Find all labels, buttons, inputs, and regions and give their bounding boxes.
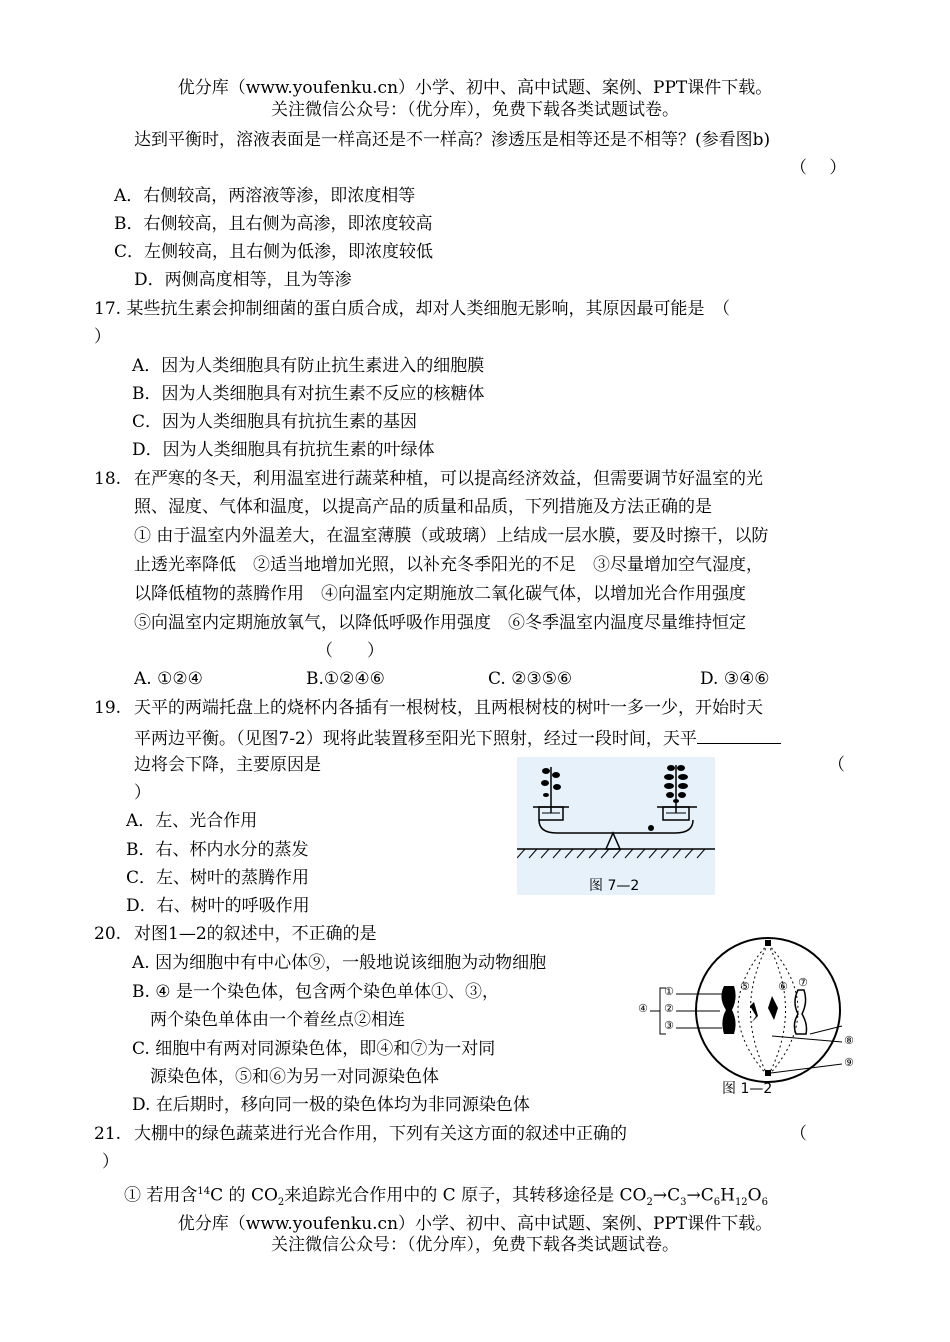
q21-item-1 bbox=[124, 1180, 768, 1215]
header-line-2: 关注微信公众号：（优分库），免费下载各类试题试卷。 bbox=[271, 100, 679, 120]
q20-option-a: A. 因为细胞中有中心体⑨，一般地说该细胞为动物细胞 bbox=[132, 953, 547, 973]
q18-option-c: C. ②③⑤⑥ bbox=[488, 669, 573, 689]
q21-item-1-f: H bbox=[720, 1185, 735, 1206]
q18-line-6: ⑤向温室内定期施放氧气，以降低呼吸作用强度 ⑥冬季温室内温度尽量维持恒定 bbox=[134, 613, 746, 633]
q21-item-1-sub3: 3 bbox=[680, 1197, 687, 1209]
q20-option-b-cont: 两个染色单体由一个着丝点②相连 bbox=[150, 1010, 405, 1030]
q18-paren: （ ） bbox=[316, 641, 384, 661]
q20-option-d: D. 在后期时，移向同一极的染色体均为非同源染色体 bbox=[132, 1095, 530, 1115]
figure-1-2 bbox=[638, 936, 866, 1100]
figure-7-2 bbox=[517, 757, 715, 895]
q21-item-1-e: →C bbox=[686, 1185, 714, 1206]
q18-line-5: 以降低植物的蒸腾作用 ④向温室内定期施放二氧化碳气体，以增加光合作用强度 bbox=[134, 584, 746, 604]
q20-stem: 对图1—2的叙述中，不正确的是 bbox=[134, 924, 377, 944]
q16-option-a: A．右侧较高，两溶液等渗，即浓度相等 bbox=[114, 186, 416, 206]
q21-item-1-sub1: 2 bbox=[277, 1197, 285, 1209]
q17-option-a: A．因为人类细胞具有防止抗生素进入的细胞膜 bbox=[132, 356, 485, 376]
q21-item-1-c: 来追踪光合作用中的 C 原子，其转移途径是 CO bbox=[284, 1185, 647, 1206]
q21-item-1-sup: 14 bbox=[197, 1186, 211, 1197]
figure-1-2-label: 图 1—2 bbox=[722, 1081, 773, 1097]
q18-line-1: 在严寒的冬天，利用温室进行蔬菜种植，可以提高经济效益，但需要调节好温室的光 bbox=[134, 469, 763, 489]
q21-item-1-sub6: 6 bbox=[761, 1197, 768, 1209]
q18-line-2: 照、湿度、气体和温度，以提高产品的质量和品质，下列措施及方法正确的是 bbox=[134, 497, 712, 517]
q17-option-d: D．因为人类细胞具有抗抗生素的叶绿体 bbox=[132, 440, 435, 460]
q18-option-a: A. ①②④ bbox=[134, 669, 203, 689]
q20-option-b: B. ④ 是一个染色体，包含两个染色单体①、③， bbox=[132, 982, 499, 1002]
q19-option-b: B．右、杯内水分的蒸发 bbox=[126, 840, 309, 860]
mark-9: ⑨ bbox=[844, 1056, 854, 1069]
q17-close: ） bbox=[94, 327, 111, 347]
q17-stem: 17. 某些抗生素会抑制细菌的蛋白质合成，却对人类细胞无影响，其原因最可能是 （ bbox=[94, 299, 730, 319]
q21-paren-open: （ bbox=[790, 1124, 807, 1144]
footer-line-2: 关注微信公众号：（优分库），免费下载各类试题试卷。 bbox=[271, 1235, 679, 1255]
q19-answer-blank bbox=[697, 725, 781, 744]
q16-option-b: B．右侧较高，且右侧为高渗，即浓度较高 bbox=[114, 214, 433, 234]
q20-option-c-cont: 源染色体，⑤和⑥为另一对同源染色体 bbox=[150, 1067, 439, 1087]
q21-number: 21. bbox=[94, 1124, 122, 1144]
q21-item-1-b: C 的 CO bbox=[210, 1185, 278, 1206]
q21-paren-close: ） bbox=[102, 1152, 119, 1172]
q20-option-c: C. 细胞中有两对同源染色体，即④和⑦为一对同 bbox=[132, 1039, 496, 1059]
mark-5: ⑤ bbox=[740, 980, 750, 993]
q18-option-d: D. ③④⑥ bbox=[700, 669, 770, 689]
q19-line-1: 天平的两端托盘上的烧杯内各插有一根树枝，且两根树枝的树叶一多一少，开始时天 bbox=[134, 698, 763, 718]
mark-1: ① bbox=[664, 985, 674, 998]
mark-4: ④ bbox=[638, 1002, 648, 1015]
q19-paren-open: （ bbox=[828, 755, 845, 775]
q18-number: 18. bbox=[94, 469, 122, 489]
mark-2: ② bbox=[664, 1002, 674, 1015]
q21-item-1-g: O bbox=[747, 1185, 762, 1206]
q19-option-c: C．左、树叶的蒸腾作用 bbox=[126, 868, 310, 888]
q19-line-2 bbox=[134, 725, 781, 751]
q19-line-2-text: 平两边平衡。（见图7-2）现将此装置移至阳光下照射，经过一段时间，天平 bbox=[134, 729, 697, 749]
q17-option-c: C．因为人类细胞具有抗抗生素的基因 bbox=[132, 412, 418, 432]
mark-7: ⑦ bbox=[798, 976, 808, 989]
q21-item-1-sub4: 6 bbox=[713, 1197, 721, 1209]
header-line-1: 优分库（www.youfenku.cn）小学、初中、高中试题、案例、PPT课件下载。 bbox=[177, 78, 773, 98]
q19-option-a: A．左、光合作用 bbox=[126, 811, 258, 831]
q16-stem: 达到平衡时，溶液表面是一样高还是不一样高？渗透压是相等还是不相等？(参看图b) bbox=[134, 130, 771, 150]
q17-option-b: B．因为人类细胞具有对抗生素不反应的核糖体 bbox=[132, 384, 485, 404]
mark-6: ⑥ bbox=[778, 980, 788, 993]
q21-item-1-a: ① 若用含 bbox=[124, 1185, 198, 1206]
q21-stem: 大棚中的绿色蔬菜进行光合作用，下列有关这方面的叙述中正确的 bbox=[134, 1124, 627, 1144]
q19-number: 19. bbox=[94, 698, 122, 718]
q19-option-d: D．右、树叶的呼吸作用 bbox=[126, 896, 310, 916]
q18-line-3: ① 由于温室内外温差大，在温室薄膜（或玻璃）上结成一层水膜，要及时擦干，以防 bbox=[134, 526, 769, 546]
q19-line-3: 边将会下降，主要原因是 bbox=[134, 755, 321, 775]
q18-line-4: 止透光率降低 ②适当地增加光照，以补充冬季阳光的不足 ③尽量增加空气湿度， bbox=[134, 555, 763, 575]
cell-illustration bbox=[638, 936, 866, 1100]
q16-option-c: C．左侧较高，且右侧为低渗，即浓度较低 bbox=[114, 242, 434, 262]
q16-option-d: D．两侧高度相等，且为等渗 bbox=[134, 270, 352, 290]
mark-3: ③ bbox=[664, 1019, 674, 1032]
q20-number: 20. bbox=[94, 924, 122, 944]
footer-line-1: 优分库（www.youfenku.cn）小学、初中、高中试题、案例、PPT课件下载。 bbox=[177, 1214, 773, 1234]
q16-paren: （ ） bbox=[790, 158, 847, 178]
mark-8: ⑧ bbox=[844, 1034, 854, 1047]
q18-option-b: B.①②④⑥ bbox=[306, 669, 385, 689]
q21-item-1-d: →C bbox=[652, 1185, 681, 1206]
q21-item-1-sub2: 2 bbox=[646, 1197, 653, 1209]
figure-7-2-label: 图 7—2 bbox=[589, 878, 640, 894]
q19-paren-close: ） bbox=[134, 783, 151, 803]
q21-item-1-sub5: 12 bbox=[734, 1197, 748, 1209]
